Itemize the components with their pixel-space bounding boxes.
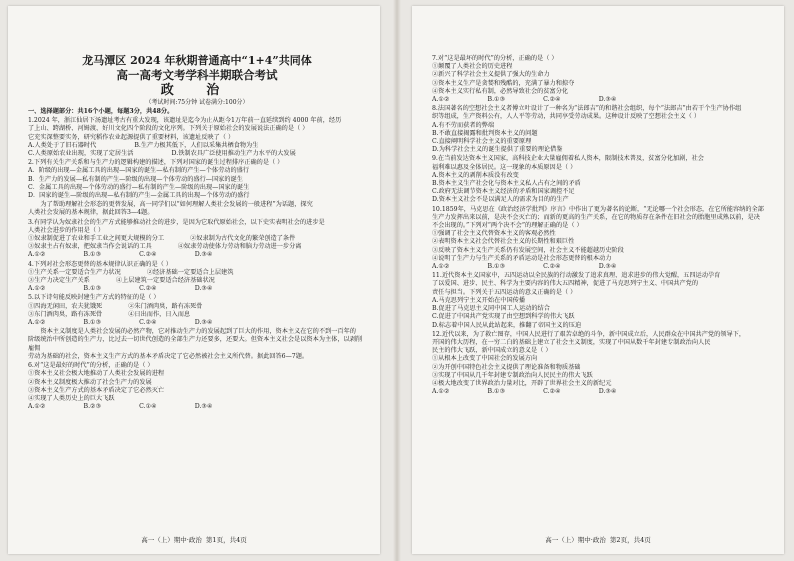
exam-header-line2: 高一高考文考学科半期联合考试 [116, 68, 278, 82]
option-d: D．国家的诞生—阶级的出现—私有制的产生—金属工具的出现—个体劳动的盛行 [28, 192, 250, 200]
option-d: D.标志着中国人民从此站起来，推翻了帝国主义的压迫 [432, 321, 582, 329]
question-10: 10.1859年，马克思在《政治经济学批判》序言》中作出了更为著名的论断，“无论哪一个社会形态，在它所能容纳的全部 生产力发挥出来以前，是决不会灭亡的；而新的更高的生产关系，在它的物质存在条件在旧社会的胎胞里成熟以前，是决 不会出现的。”下列对“两个决不会”的理解正确的是（ ） ①强调了社会主义代替资本主义的客观必然性 ②表明资本主义社会代替社会主义的长期性和艰巨性 ③反映了资本主义生产关系仍有发展空间，社会主义不能超越历史阶段 ④说明了生产力与生产关系的矛盾运动是社会形态更替的根本动力 A.①② B.①③ C.②④ D.③④ [432, 205, 764, 271]
option-d: D.铁制农具广泛使用推动生产力水平的大发展 [171, 150, 296, 158]
page-footer: 高一（上）期中·政治 第1页，共4页 [141, 536, 247, 544]
question-6: 6.对“这是最好的时代”的分析，正确的是（ ） ①资本主义社会极大地推动了人类社会发展的进程 ②资本主义制度极大推动了社会生产力的发展 ③资本主义生产方式的基本矛盾决定了它必然灭亡 ④实现了人类历史上的巨大飞跃 A.①② B.②③ C.①④ D.③④ [28, 362, 213, 411]
option-b: B.资本主义生产社会化与资本主义私人占有之间的矛盾 [432, 180, 581, 188]
question-4: 4.下列对社会形态更替的基本规律认识正确的是（ ） ①生产关系一定要适合生产力状况 ②经济基础一定要适合上层建筑 ③生产力决定生产关系 ④上层建筑一定要适合经济基础状况 A.①② B.①③ C.②④ D.③④ [28, 260, 234, 293]
section-heading: 一、选择题部分：共16个小题，每题3分，共48分。 [28, 108, 174, 115]
option-d: D.资本主义社会不是以满足人的需求为目的的生产 [432, 196, 569, 204]
option-c: C.人类原始农业出现，实现了定居生活 [28, 150, 134, 158]
option-c: C.政府无法调节资本主义经济的矛盾和国家调控不足 [432, 188, 575, 196]
option-a: A.有不劳而获者的弊端 [432, 121, 495, 129]
question-7: 7.对“这是最坏的时代”的分析，正确的是（ ） ①颠覆了人类社会的历史进程 ②新兴了科学社会主义提供了强大的生命力 ③资本主义生产是贪婪和残酷的，充满了暴力和掠夺 ④资本主义实行私有制，必然导致社会的贫富分化 A.①② B.①③ C.②④ D.③④ [432, 55, 617, 104]
page-footer: 高一（上）期中·政治 第2页，共4页 [545, 536, 651, 544]
exam-header-line1: 龙马潭区 2024 年秋期普通高中“1+4”共同体 [82, 54, 312, 67]
question-5: 5.以下诗句能反映封建生产方式的特征的是（ ） ①四海无闲田，农夫犹饿死 ②朱门酒肉臭，路有冻死骨 ③东门酒肉臭，路有冻死骨 ④日出而作，日入而息 A.①② B.①③ C.②④ D.③④ [28, 294, 213, 327]
option-b: B.生产力极其低下，人们以采集共栖食物为生 [134, 141, 259, 149]
exam-meta: （考试时间:75分钟 试卷满分:100分） [145, 99, 249, 106]
question-9: 9.在当前发达资本主义国家，高科技企业大量雇佣着私人资本，限制技术普及，贫富分化加剧，社会 福利难以惠及全体居民。这一现象的本质原因是（ ） A.资本主义的剥削本质没有改变 B.资本主义生产社会化与资本主义私人占有之间的矛盾 C.政府无法调节资本主义经济的矛盾和国家调控不足 D.资本主义社会不是以满足人的需求为目的的生产 [432, 155, 770, 204]
page-fold [393, 0, 401, 561]
option-a: A.马克思列宁主义开始在中国传播 [432, 296, 526, 304]
question-8: 8.法国著名的空想社会主义者傅立叶设计了一种名为“法郎吉”的和谐社会组织，每个“法郎吉”由若干个生产协作组 织等组成，生产资料公有，人人平等劳动，共同享受劳动成果。这种设计反映了空想社会主义（ ） A.有不劳而获者的弊端 B.不敢直接揭露和批判资本主义的问题 C.直接阐明科学社会主义的重要原理 D.为科学社会主义的诞生提供了重要的理论借鉴 [432, 105, 770, 154]
option-c: C.直接阐明科学社会主义的重要原理 [432, 138, 532, 146]
option-b: B.不敢直接揭露和批判资本主义的问题 [432, 129, 538, 137]
exam-page-1 [8, 6, 380, 554]
subject-title: 政 治 [160, 83, 234, 98]
option-d: D.为科学社会主义的诞生提供了重要的理论借鉴 [432, 146, 563, 154]
option-a: A.人类处于了旧石器时代 [28, 141, 97, 149]
question-3: 3.有同学认为奴隶社会的生产方式能够推动社会的进步，是因为它取代原始社会，以下史实表明社会的进步是 人类社会进步的作用是（ ） ①奴隶制促进了农业和手工业之间更大规模的分工 ②奴隶制为古代文化的繁荣创造了条件 ③奴隶主占有奴隶，把奴隶当作会说话的工具 ④奴隶劳动使体力劳动和脑力劳动进一步分离 A.①② B.①③ C.②④ D.③④ [28, 218, 325, 259]
option-b: B．生产力的发展—私有制的产生—阶级的出现—个体劳动的盛行—国家的诞生 [28, 175, 243, 183]
question-1: 1.2024 年，浙江仙居下汤遗址考古有重大发现，该遗址是迄今为止从距今1万年前一直延续到约 4000 年前，经历 了上山、跨湖桥、河姆渡、好川文化四个阶段的文化序列。下列关于原始社会的发展说法正确的是（ ） 它充实深整要实务，研究稻作农业起源提供了重要材料，该遗址反映了（ ） A.人类处于了旧石器时代 B.生产力极其低下，人们以采集共栖食物为生 C.人类原始农业出现，实现了定居生活 D.铁制农具广泛使用推动生产力水平的大发展 [28, 117, 342, 158]
question-12: 12.近代以来，为了救亡图存，中国人民进行了艰苦卓绝的斗争，新中国成立后，人民群众在中国共产党的领导下， 开国的伟大历程，在一穷二白的基础上建立了社会主义制度，实现了中国从数千年封建专制政治向人民 民主的伟大飞跃，新中国成立的意义是（ ） ①从根本上改变了中国社会的发展方向 ②为开创中国特色社会主义提供了理论准备和物质基础 ③实现了中国从几千年封建专制政治向人民民主的伟大飞跃 ④极大地改变了世界政治力量对比，开辟了世界社会主义的新纪元 A.①② B.①③ C.②④ D.③④ [432, 330, 746, 396]
question-11: 11.近代资本主义国家中，五四运动以全民族的行动激发了追求真理、追求进步的伟大觉醒，五四运动孕育 了以爱国、进步、民主、科学为主要内容的伟大五四精神，促进了马克思列宁主义、中国共产党的 责任与担当。下列关于五四运动的意义正确的是（ ） A.马克思列宁主义开始在中国传播 B.促进了马克思主义同中国工人运动的结合 C.促进了中国共产党实现了由空想到科学的伟大飞跃 D.标志着中国人民从此站起来，推翻了帝国主义的压迫 [432, 272, 770, 329]
option-a: A.资本主义的剥削本质没有改变 [432, 171, 519, 179]
option-c: C．金属工具的出现—个体劳动的盛行—私有制的产生—阶级的出现—国家的诞生 [28, 183, 250, 191]
passage-b: 资本主义制度是人类社会发展的必然产物，它对推动生产力的发展起到了巨大的作用，资本主义在它的不到一百年的 阶级统治中所创造的生产力，比过去一切世代创造的全部生产力还要多，还要大。但资本主义社会是以资本为主体，以剥削雇佣 劳动为基础的社会，资本主义生产方式的基本矛盾决定了它必然被社会主义所代替。据此回答6—7题。 [28, 328, 363, 360]
option-c: C.促进了中国共产党实现了由空想到科学的伟大飞跃 [432, 313, 575, 321]
option-a: A．阶级的出现—金属工具的出现—国家的诞生—私有制的产生—个体劳动的盛行 [28, 167, 250, 175]
exam-page-2 [412, 6, 784, 554]
option-b: B.促进了马克思主义同中国工人运动的结合 [432, 305, 550, 313]
passage-a: 为了帮助理解社会形态的更替发展，高一同学们以“如何理解人类社会发展的一般进程”为话题，探究 人类社会发展的基本规律，据此回答3—4题。 [28, 201, 313, 217]
question-2: 2.下列有关生产关系和与生产力的逻辑构建的描述，下列对国家的诞生过程排序正确的是（ ） A．阶级的出现—金属工具的出现—国家的诞生—私有制的产生—个体劳动的盛行 B．生产力的发展—私有制的产生—阶级的出现—个体劳动的盛行—国家的诞生 C．金属工具的出现—个体劳动的盛行—私有制的产生—阶级的出现—国家的诞生 D．国家的诞生—阶级的出现—私有制的产生—金属工具的出现—个体劳动的盛行 [28, 159, 366, 200]
